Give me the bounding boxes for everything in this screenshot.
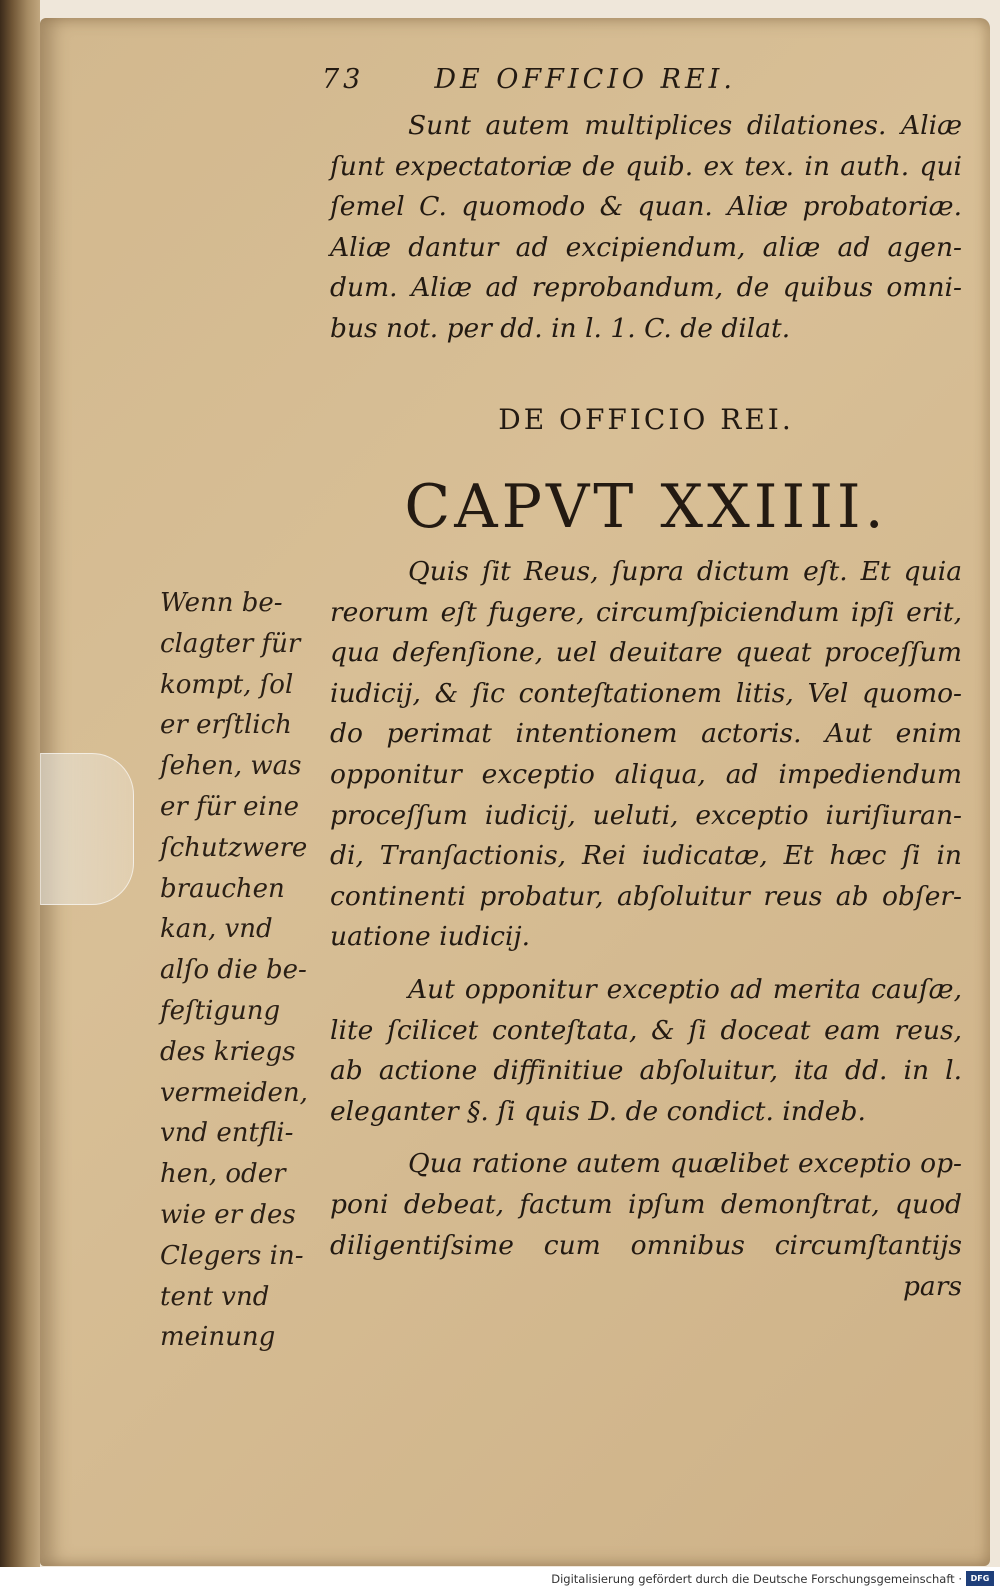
margin-line: ſchutzwere	[160, 832, 308, 863]
margin-line: des kriegs	[160, 1036, 296, 1067]
chapter-title: CAPVT XXIIII.	[404, 472, 888, 542]
margin-line: brauchen	[160, 873, 285, 904]
footer-bar	[0, 1567, 1000, 1591]
text-line: dum. Aliæ ad reprobandum, de quibus omni-	[330, 272, 962, 303]
margin-line: vermeiden,	[160, 1077, 308, 1108]
text-line: do perimat intentionem actoris. Aut enim	[330, 718, 962, 750]
catchword: pars	[902, 1271, 962, 1302]
text-line: eleganter §. ſi quis D. de condict. indeb.	[330, 1095, 866, 1127]
margin-line: clagter für	[160, 628, 301, 659]
text-line: poni debeat, factum ipſum demonſtrat, quod	[330, 1188, 962, 1220]
text-line: reorum eſt fugere, circumſpiciendum ipſi erit,	[330, 596, 962, 628]
dfg-logo: DFG	[966, 1571, 994, 1586]
text-line: ab actione diffinitiue abſoluitur, ita dd. in l.	[330, 1055, 962, 1087]
page-clip	[40, 753, 134, 905]
margin-line: wie er des	[160, 1199, 296, 1230]
margin-line: tent vnd	[160, 1281, 270, 1312]
running-head	[322, 64, 962, 95]
margin-line: meinung	[160, 1322, 276, 1353]
margin-line: vnd entfli-	[160, 1118, 294, 1149]
text-line: uatione iudicij.	[330, 921, 531, 953]
text-line: Qua ratione autem quælibet exceptio op-	[408, 1148, 962, 1180]
margin-line: kompt, ſol	[160, 669, 294, 700]
text-line: iudicij, & ſic conteſtationem litis, Vel quomo-	[330, 677, 962, 709]
margin-line: feſtigung	[160, 995, 281, 1026]
text-line: ſunt expectatoriæ de quib. ex tex. in auth. qui	[330, 150, 962, 182]
margin-line: hen, oder	[160, 1159, 286, 1190]
footer-credit: Digitalisierung gefördert durch die Deutsche Forschungsgemeinschaft ·	[551, 1572, 962, 1586]
margin-line: er erſtlich	[160, 710, 292, 741]
text-line: qua defenſione, uel deuitare queat proceſſum	[330, 637, 962, 669]
text-line: lite ſcilicet conteſtata, & ſi doceat eam reus,	[330, 1014, 962, 1046]
text-line: Sunt autem multiplices dilationes. Aliæ	[408, 110, 962, 141]
text-line: Quis ſit Reus, ſupra dictum eſt. Et quia	[408, 556, 962, 587]
top-text-block	[330, 106, 962, 349]
text-line: Aliæ dantur ad excipiendum, aliæ ad agen-	[330, 231, 962, 263]
margin-note	[160, 583, 320, 1358]
text-line: opponitur exceptio aliqua, ad impediendum	[330, 758, 962, 790]
text-line: continenti probatur, abſoluitur reus ab obſer-	[330, 880, 962, 912]
text-line: ſemel C. quomodo & quan. Aliæ probatoriæ.	[330, 191, 962, 222]
page-number: 73	[322, 64, 365, 95]
margin-line: kan, vnd	[160, 914, 273, 945]
running-head-title: DE OFFICIO REI.	[434, 64, 736, 95]
margin-line: Wenn be-	[160, 588, 283, 618]
margin-line: ſehen, was	[160, 751, 302, 782]
text-line: Aut opponitur exceptio ad merita cauſæ,	[408, 973, 962, 1005]
book-spine-edge	[0, 0, 40, 1568]
margin-line: alſo die be-	[160, 955, 307, 986]
text-line: di, Tranſactionis, Rei iudicatæ, Et hæc ſi in	[330, 840, 962, 872]
text-line: diligentiſsime cum omnibus circumſtantijs	[330, 1229, 962, 1261]
margin-line: er für eine	[160, 791, 299, 822]
text-line: proceſſum iudicij, ueluti, exceptio iuriſiuran-	[330, 799, 962, 831]
text-line: bus not. per dd. in l. 1. C. de dilat.	[330, 312, 791, 344]
body-text	[330, 552, 962, 1266]
margin-line: Clegers in-	[160, 1240, 304, 1271]
section-title: DE OFFICIO REI.	[498, 403, 794, 436]
